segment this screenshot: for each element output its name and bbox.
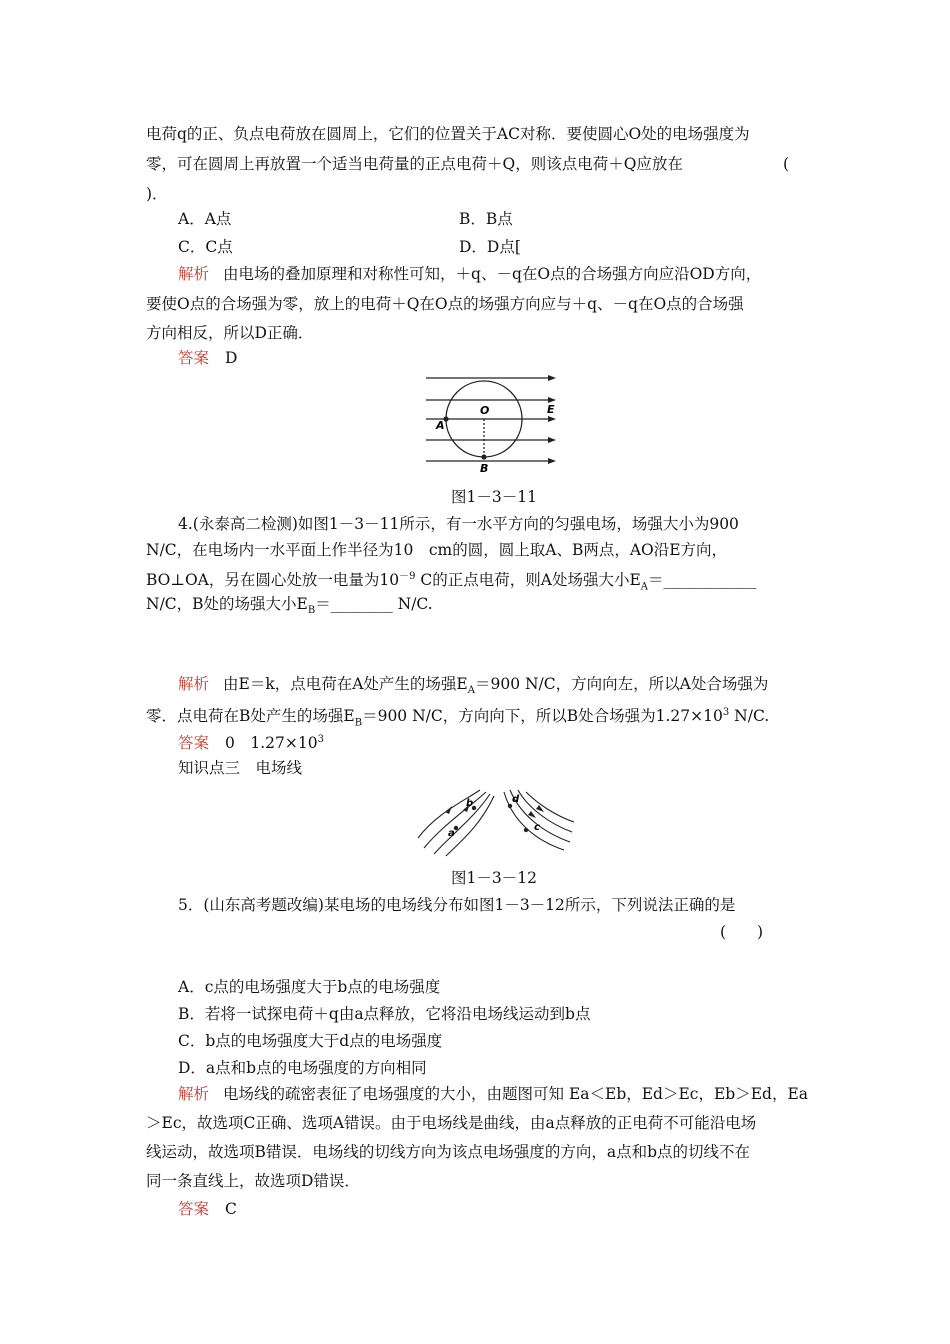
analysis-label: 解析 xyxy=(178,1085,210,1103)
figure-field-lines xyxy=(414,784,574,858)
q3-line-1: 电荷q的正、负点电荷放在圆周上，它们的位置关于AC对称．要使圆心O处的电场强度为 xyxy=(146,125,750,143)
q3-line-3: )． xyxy=(146,185,168,203)
q5-option-b: B．若将一试探电荷＋q由a点释放，它将沿电场线运动到b点 xyxy=(178,1005,591,1023)
q3-bracket-open: ( xyxy=(783,155,790,173)
q4-line-3: BO⊥OA，另在圆心处放一电量为$10^{-9}$ C的正点电荷，则A处场强大小$E_A=\_\_\_\_\_\_\_\_\_\_\_\_$ xyxy=(146,571,757,593)
q3-analysis-line-2: 要使O点的合场强为零，放上的电荷＋Q在O点的场强方向应与＋q、－q在O点的合场强 xyxy=(146,295,744,313)
q4-line-1: 4.(永泰高二检测)如图1－3－11所示，有一水平方向的匀强电场，场强大小为900 xyxy=(178,515,739,533)
label-c: c xyxy=(534,822,540,833)
q5-bracket: ( ) xyxy=(720,923,764,941)
q3-answer: 答案 D xyxy=(178,349,238,367)
q3-line-2: 零，可在圆周上再放置一个适当电荷量的正点电荷＋Q，则该点电荷＋Q应放在 xyxy=(146,155,683,173)
label-o: O xyxy=(480,404,490,417)
answer-label: 答案 xyxy=(178,734,210,753)
q3-analysis-line-1: 解析 由电场的叠加原理和对称性可知，＋q、－q在O点的合场强方向应沿OD方向， xyxy=(178,265,762,283)
q3-analysis-line-3: 方向相反，所以D正确． xyxy=(146,324,314,342)
q5-analysis-line-2: ＞Ec，故选项C正确、选项A错误。由于电场线是曲线，由a点释放的正电荷不可能沿电场 xyxy=(146,1114,757,1132)
analysis-label: 解析 xyxy=(178,265,210,283)
analysis-label: 解析 xyxy=(178,675,210,693)
label-a: A xyxy=(436,419,445,432)
figure-caption: 图1－3－12 xyxy=(451,869,537,887)
q5-answer: 答案 C xyxy=(178,1200,237,1218)
figure-caption: 图1－3－11 xyxy=(451,488,537,506)
q5-analysis-line-1: 解析 电场线的疏密表征了电场强度的大小，由题图可知 Ea＜Eb，Ed＞Ec，Eb＞Ed，Ea xyxy=(178,1085,808,1103)
label-d: d xyxy=(512,794,520,805)
q5-option-c: C．b点的电场强度大于d点的电场强度 xyxy=(178,1032,443,1050)
q3-option-a: A．A点 xyxy=(178,210,232,228)
figure-uniform-field-circle xyxy=(420,370,570,476)
q5-option-d: D．a点和b点的电场强度的方向相同 xyxy=(178,1059,427,1077)
q3-option-d: D．D点[ xyxy=(459,238,521,256)
q5-analysis-line-3: 线运动，故选项B错误．电场线的切线方向为该点电场强度的方向，a点和b点的切线不在 xyxy=(146,1143,751,1161)
answer-label: 答案 xyxy=(178,1200,210,1218)
q5-line-1: 5．(山东高考题改编)某电场的电场线分布如图1－3－12所示，下列说法正确的是 xyxy=(178,896,736,914)
label-a: a xyxy=(448,828,455,839)
q3-option-b: B．B点 xyxy=(459,210,513,228)
q3-option-c: C．C点 xyxy=(178,238,233,256)
q4-answer: 答案 0 $1.27\times 10^3$ xyxy=(178,734,324,753)
label-b: B xyxy=(480,462,489,475)
answer-label: 答案 xyxy=(178,349,210,367)
q4-analysis-line-1: 解析 由E＝k，点电荷在A处产生的场强$E_A=900$ N/C，方向向左，所以A处合场强为 xyxy=(178,675,769,697)
q4-line-2: N/C，在电场内一水平面上作半径为10 cm的圆，圆上取A、B两点，AO沿E方向， xyxy=(146,541,728,559)
q4-analysis-line-2: 零．点电荷在B处产生的场强$E_B=900$ N/C，方向向下，所以B处合场强为$1.27\times 10^3$ N/C. xyxy=(146,707,770,729)
q5-analysis-line-4: 同一条直线上，故选项D错误． xyxy=(146,1172,360,1190)
label-b: b xyxy=(466,798,474,809)
q4-line-4: N/C，B处的场强大小$E_B=\_\_\_\_\_\_\_\_$ N/C. xyxy=(146,595,433,617)
q5-option-a: A．c点的电场强度大于b点的电场强度 xyxy=(178,978,441,996)
label-e: E xyxy=(547,403,555,416)
section-title: 知识点三 电场线 xyxy=(178,759,303,777)
